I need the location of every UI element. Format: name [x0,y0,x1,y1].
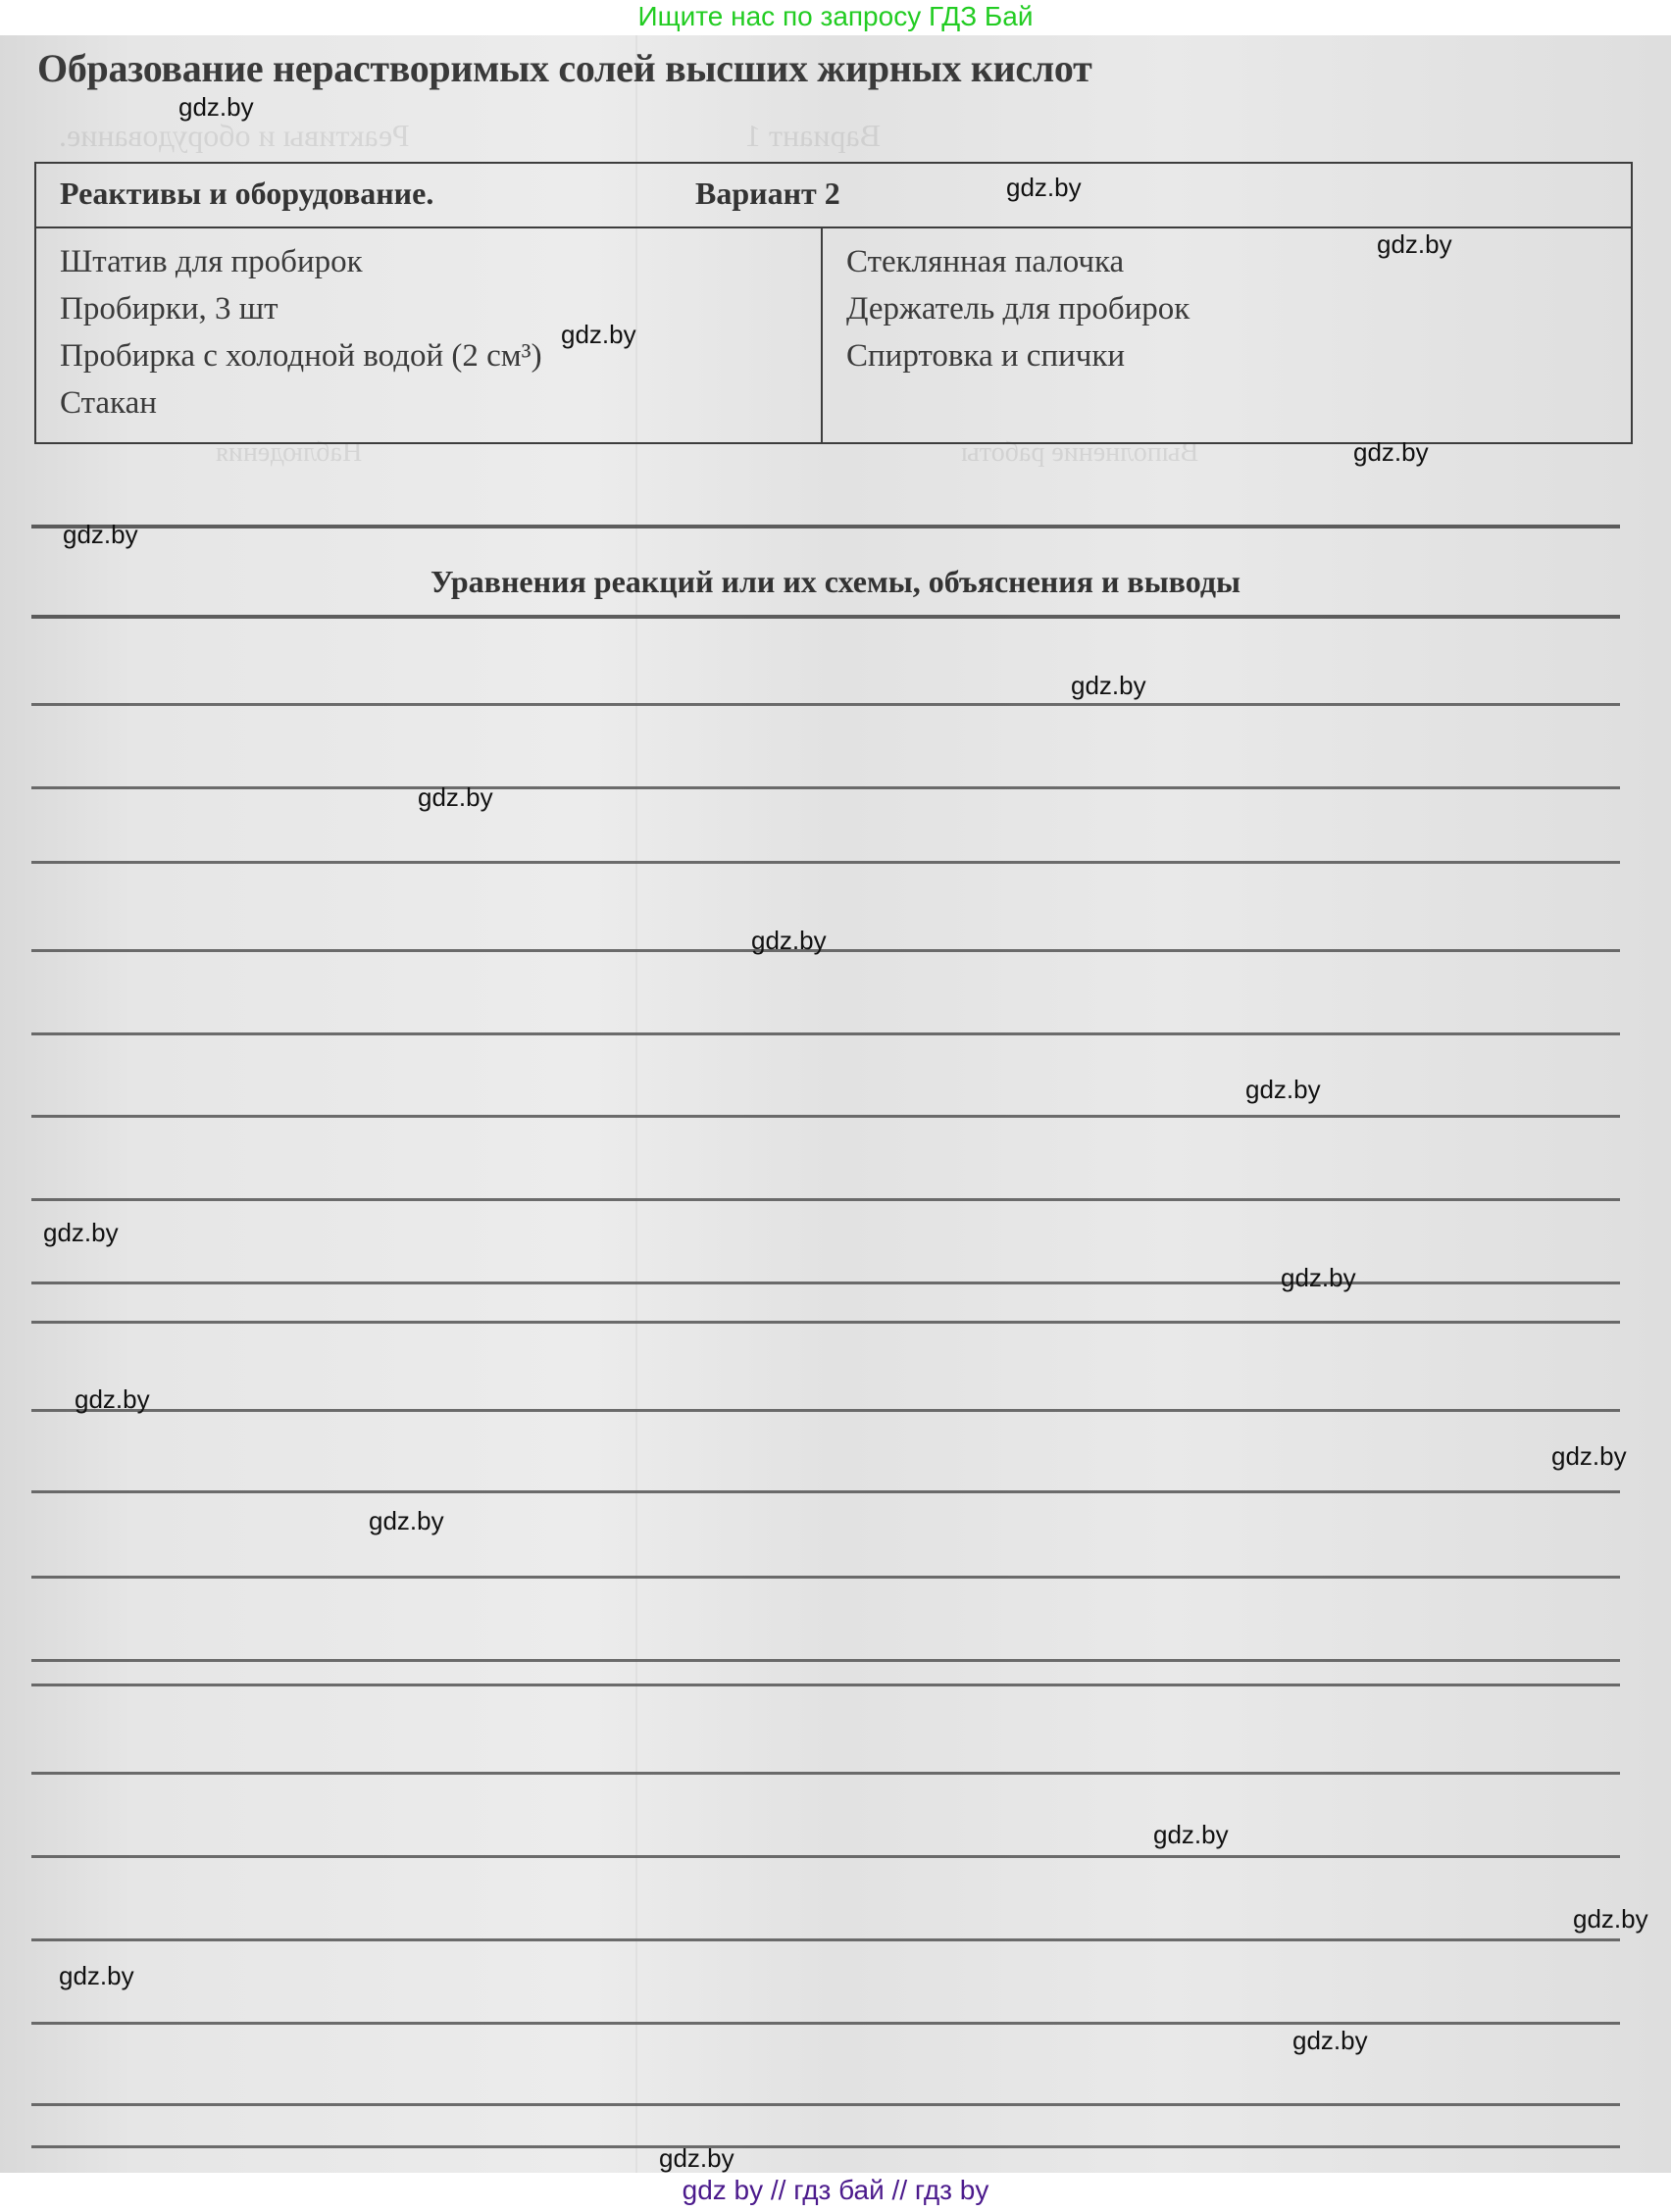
watermark-text: gdz.by [1071,671,1146,700]
watermark-text: gdz.by [1377,229,1452,259]
answer-line[interactable] [31,703,1620,706]
page-title: Образование нерастворимых солей высших жирных кислот [37,46,1092,90]
answer-line[interactable] [31,1576,1620,1579]
top-banner[interactable]: Ищите нас по запросу ГДЗ Бай [0,0,1671,35]
equipment-table [34,162,1633,444]
section-heading: Уравнения реакций или их схемы, объяснения и выводы [430,564,1241,599]
equipment-item: Держатель для пробирок [846,291,1190,327]
section-heading-rule [31,525,1620,528]
answer-line[interactable] [31,1409,1620,1412]
watermark-text: gdz.by [561,320,636,349]
equipment-table-header [36,164,1631,228]
answer-line[interactable] [31,1772,1620,1775]
equipment-item: Штатив для пробирок [60,244,363,279]
answer-line[interactable] [31,1198,1620,1201]
watermark-text: gdz.by [59,1961,134,1990]
watermark-text: gdz.by [1551,1441,1627,1471]
watermark-text: gdz.by [63,520,138,549]
answer-line[interactable] [31,1490,1620,1493]
watermark-text: gdz.by [418,782,493,812]
equipment-item: Пробирка с холодной водой (2 см³) [60,338,542,374]
equipment-list-left [36,228,823,442]
bottom-banner[interactable]: gdz by // гдз бай // гдз by [0,2173,1671,2212]
watermark-text: gdz.by [1006,173,1082,202]
answer-line[interactable] [31,1659,1620,1662]
watermark-text: gdz.by [1281,1263,1356,1292]
workbook-page [0,35,1671,2173]
bleed-through-observations: Наблюдения [216,437,363,468]
bleed-through-variant: Вариант 1 [745,118,881,153]
answer-line[interactable] [31,1855,1620,1858]
answer-line[interactable] [31,1032,1620,1035]
answer-line[interactable] [31,1938,1620,1941]
answer-line[interactable] [31,2103,1620,2106]
watermark-text: gdz.by [659,2143,734,2173]
answer-line[interactable] [31,1684,1620,1686]
answer-line[interactable] [31,1321,1620,1324]
watermark-text: gdz.by [43,1218,119,1247]
watermark-text: gdz.by [1292,2026,1368,2055]
equipment-item: Стакан [60,385,157,421]
equipment-item: Пробирки, 3 шт [60,291,278,327]
watermark-text: gdz.by [1245,1075,1321,1104]
equipment-header-label: Реактивы и оборудование. [60,176,434,211]
equipment-item: Спиртовка и спички [846,338,1126,374]
section-heading-rule [31,615,1620,619]
answer-line[interactable] [31,2022,1620,2025]
answer-line[interactable] [31,1282,1620,1284]
equipment-list-right [825,228,1631,442]
variant-label: Вариант 2 [695,176,840,211]
watermark-text: gdz.by [178,92,254,122]
watermark-text: gdz.by [1153,1820,1229,1849]
watermark-text: gdz.by [751,926,827,955]
bleed-through-reagents: Реактивы и оборудование. [59,118,410,153]
answer-line[interactable] [31,2145,1620,2148]
bleed-through-work: Выполнение работы [961,437,1199,468]
answer-line[interactable] [31,861,1620,864]
answer-line[interactable] [31,786,1620,789]
watermark-text: gdz.by [369,1506,444,1535]
watermark-text: gdz.by [75,1384,150,1414]
equipment-item: Стеклянная палочка [846,244,1125,279]
watermark-text: gdz.by [1573,1904,1648,1934]
watermark-text: gdz.by [1353,437,1429,467]
answer-line[interactable] [31,1115,1620,1118]
